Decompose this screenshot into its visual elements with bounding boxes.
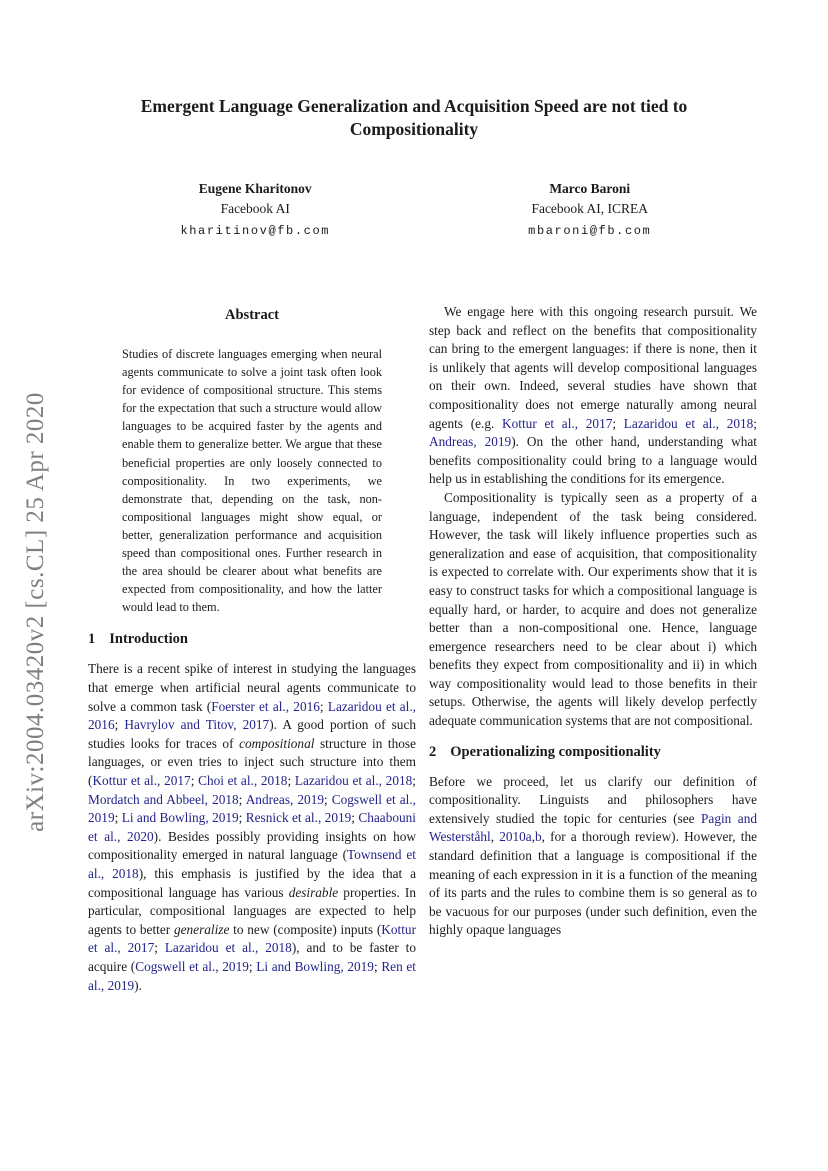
body-text: structure in those languages, or even tries to inject such structure into them ( [88, 735, 416, 788]
citation-link[interactable]: Pagin and Westerståhl [429, 810, 757, 845]
body-text: ; [412, 772, 416, 788]
body-text: ), and to be faster to acquire ( [88, 940, 416, 974]
citation-link[interactable]: Townsend et al., 2018 [88, 847, 416, 881]
citation-link[interactable]: Lazaridou et al., 2018 [294, 772, 413, 788]
left-column [88, 303, 416, 995]
body-text: ; [238, 810, 246, 826]
author-2-affiliation: Facebook AI, ICREA [531, 201, 649, 217]
paper-title: Emergent Language Generalization and Acquisition Speed are not tied to Compositionality [140, 96, 688, 140]
body-text: ; [324, 791, 332, 807]
citation-link[interactable]: Havrylov and Titov, 2017 [124, 717, 270, 733]
author-2 [423, 179, 758, 240]
section-number: 1 [88, 631, 96, 648]
body-text: ; [319, 698, 328, 714]
citation-link[interactable]: Chaabouni et al., 2020 [88, 810, 416, 844]
emphasized-text: desirable [288, 884, 339, 900]
citation-link[interactable]: Lazaridou et al., 2016 [88, 698, 417, 733]
author-2-email[interactable]: mbaroni@fb.com [528, 223, 652, 238]
body-text: ; [248, 958, 257, 974]
body-text: ). [134, 977, 142, 993]
author-block [88, 179, 757, 240]
section-heading-introduction [88, 631, 416, 648]
citation-link[interactable]: Lazaridou et al., 2018 [623, 415, 754, 431]
body-text: ; [612, 415, 624, 431]
section-title: Operationalizing compositionality [450, 743, 661, 760]
body-text: ; [154, 940, 165, 956]
body-text: ). On the other hand, understanding what benefits compositionality could bring to a language would help us in establishing the conditions for its emergence. [429, 434, 757, 487]
arxiv-watermark-text: arXiv:2004.03420v2 [cs.CL] 25 Apr 2020 [22, 392, 49, 832]
abstract-section [88, 307, 416, 616]
citation-link[interactable]: Li and Bowling, 2019 [256, 958, 374, 974]
body-text: ; [114, 717, 125, 733]
body-paragraph [429, 489, 757, 731]
citation-link[interactable]: Ren et al., 2019 [88, 958, 416, 993]
citation-link[interactable]: 2010a [499, 829, 532, 845]
body-text: ; [753, 415, 757, 431]
citation-link[interactable]: b [535, 829, 542, 845]
author-1-email[interactable]: kharitinov@fb.com [180, 223, 331, 238]
citation-link[interactable]: Cogswell et al., 2019 [88, 791, 416, 826]
author-1 [88, 179, 423, 240]
citation-link[interactable]: Cogswell et al., 2019 [135, 958, 249, 974]
arxiv-watermark [22, 392, 50, 832]
citation-link[interactable]: Andreas, 2019 [245, 791, 324, 807]
author-2-name: Marco Baroni [549, 181, 631, 196]
two-column-body [88, 303, 757, 995]
body-text: ), this emphasis is justified by the idea that a compositional language has various [88, 865, 416, 900]
body-text: We engage here with this ongoing research pursuit. We step back and reflect on the benefits that compositionality can bring to the emergent languages: if there is none, then it is unlikely that agents will develop compositional languages on their own. Indeed, several studies have shown that compositionality does not emerge naturally among neural agents (e.g. [429, 304, 757, 431]
body-text: , for a thorough review). However, the standard definition that a language is compositional if the meaning of each expression in it is a function of the meaning of its parts and the rules to combine them is so general as to be vacuous for our purposes (under such definition, even the highly opaque languages [429, 829, 758, 938]
body-paragraph [429, 773, 757, 940]
right-column [429, 303, 757, 995]
citation-link[interactable]: Andreas, 2019 [429, 434, 512, 450]
body-text: ). A good portion of such studies looks for traces of [88, 717, 416, 751]
body-text: properties. In particular, compositional languages are expected to help agents to better [88, 884, 416, 937]
author-1-name: Eugene Kharitonov [198, 181, 312, 196]
section-heading-operationalizing [429, 744, 757, 761]
body-text: ; [287, 772, 295, 788]
body-text: , [531, 829, 536, 845]
body-text: ). Besides possibly providing insights on how compositionality emerged in natural language ( [88, 828, 416, 863]
section-title: Introduction [109, 631, 188, 648]
body-text: ; [190, 772, 199, 788]
emphasized-text: generalize [173, 921, 230, 937]
body-text: Compositionality is typically seen as a property of a language, independent of the task being considered. However, the task will likely influence properties such as generalization and ease of acquisition, that compositionality is expected to correlate with. Our experiments show that it is easy to construct tasks for which a compositional language is equally hard, or harder, to acquire and does not generalize better than a non-compositional one. Hence, language emergence researchers need to be clear about i) which benefits they expect from compositionality and ii) in which way compositionality would lead to those benefits in their setups. Otherwise, the agents will likely develop perfectly adequate communication systems that are not compositional. [429, 489, 757, 729]
body-text: There is a recent spike of interest in studying the languages that emerge when artificial neural agents communicate to solve a common task ( [88, 661, 416, 714]
citation-link[interactable]: Li and Bowling, 2019 [121, 810, 239, 826]
body-text: ; [373, 958, 382, 974]
citation-link[interactable]: Resnick et al., 2019 [245, 810, 352, 826]
body-text: , [490, 829, 500, 845]
citation-link[interactable]: Lazaridou et al., 2018 [164, 940, 292, 956]
body-text: ; [114, 810, 122, 826]
abstract-text [122, 345, 382, 616]
body-text: Studies of discrete languages emerging when neural agents communicate to solve a joint task often look for evidence of compositional structure. This stems for the expectation that such a structure would allow languages to be acquired faster by the agents and enable them to generalize better. We argue that these beneficial properties are only loosely connected to compositionality. In two experiments, we demonstrate that, depending on the task, non-compositional languages might show equal, or better, generalization performance and acquisition speed than compositional ones. Further research in the area should be clearer about what benefits are expected from compositionality, and how the latter would lead to them. [122, 347, 382, 615]
body-text: Before we proceed, let us clarify our definition of compositionality. Linguists and philosophers have extensively studied the topic for centuries (see [429, 773, 757, 826]
intro-paragraph [88, 660, 416, 995]
citation-link[interactable]: Foerster et al., 2016 [211, 698, 320, 714]
body-text: to new (composite) inputs ( [229, 921, 382, 937]
citation-link[interactable]: Mordatch and Abbeel, 2018 [88, 791, 239, 807]
body-text: ; [351, 810, 359, 826]
citation-link[interactable]: Choi et al., 2018 [198, 772, 288, 788]
citation-link[interactable]: Kottur et al., 2017 [88, 921, 416, 956]
section-number: 2 [429, 743, 437, 760]
citation-link[interactable]: Kottur et al., 2017 [92, 772, 191, 788]
body-paragraph [429, 303, 757, 489]
emphasized-text: compositional [239, 735, 315, 751]
abstract-heading: Abstract [225, 307, 279, 323]
author-1-affiliation: Facebook AI [220, 201, 290, 217]
body-text: ; [238, 791, 246, 807]
citation-link[interactable]: Kottur et al., 2017 [502, 415, 613, 431]
